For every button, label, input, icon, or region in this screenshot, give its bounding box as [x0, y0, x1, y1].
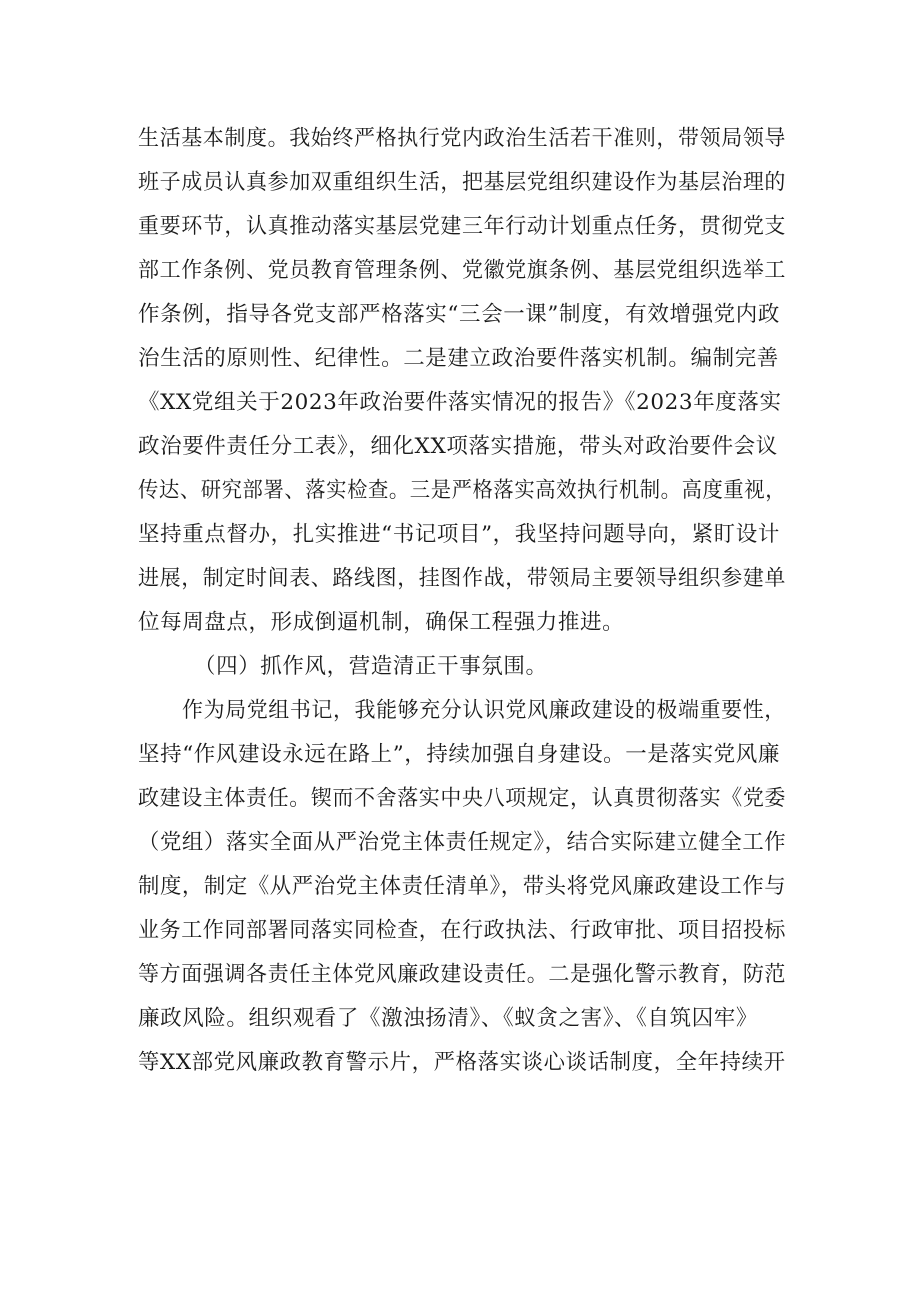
text-line: 班子成员认真参加双重组织生活，把基层党组织建设作为基层治理的 [138, 170, 787, 195]
section-heading: （四）抓作风，营造清正干事氛围。 [194, 654, 548, 679]
text-line: 坚持“作风建设永远在路上”，持续加强自身建设。一是落实党风廉 [138, 742, 780, 767]
text-line: 生活基本制度。我始终严格执行党内政治生活若干准则，带领局领导 [138, 126, 787, 151]
text-line: 进展，制定时间表、路线图，挂图作战，带领局主要领导组织参建单 [138, 566, 787, 591]
text-line: 传达、研究部署、落实检查。三是严格落实高效执行机制。高度重视， [138, 478, 787, 503]
text-line: 等方面强调各责任主体党风廉政建设责任。二是强化警示教育，防范 [138, 962, 787, 987]
text-line: （党组）落实全面从严治党主体责任规定》，结合实际建立健全工作 [138, 830, 787, 855]
text-line: 重要环节，认真推动落实基层党建三年行动计划重点任务，贯彻党支 [138, 214, 787, 239]
text-line: 制度，制定《从严治党主体责任清单》，带头将党风廉政建设工作与 [138, 874, 787, 899]
text-line: 作条例，指导各党支部严格落实“三会一课”制度，有效增强党内政 [138, 302, 780, 327]
text-line: 业务工作同部署同落实同检查，在行政执法、行政审批、项目招投标 [138, 918, 787, 943]
text-line: 廉政风险。组织观看了《激浊扬清》、《蚁贪之害》、《自筑囚牢》 [138, 1006, 759, 1031]
text-line: 政建设主体责任。锲而不舍落实中央八项规定，认真贯彻落实《党委 [138, 786, 787, 811]
text-line: 《XX党组关于2023年政治要件落实情况的报告》《2023年度落实 [138, 390, 782, 415]
text-line: 位每周盘点，形成倒逼机制，确保工程强力推进。 [138, 610, 625, 635]
text-line: 治生活的原则性、纪律性。二是建立政治要件落实机制。编制完善 [138, 346, 779, 371]
text-line: 等XX部党风廉政教育警示片，严格落实谈心谈话制度，全年持续开 [138, 1050, 786, 1075]
text-line: 部工作条例、党员教育管理条例、党徽党旗条例、基层党组织选举工 [138, 258, 787, 283]
text-line: 作为局党组书记，我能够充分认识党风廉政建设的极端重要性， [182, 698, 786, 723]
text-line: 政治要件责任分工表》，细化XX项落实措施，带头对政治要件会议 [138, 434, 778, 459]
text-line: 坚持重点督办，扎实推进“书记项目”，我坚持问题导向，紧盯设计 [138, 522, 780, 547]
